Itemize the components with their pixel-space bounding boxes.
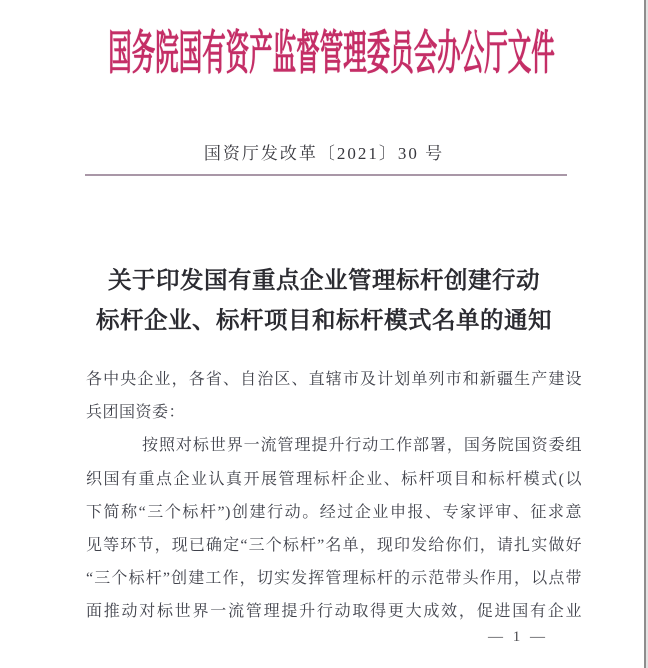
document-title <box>0 261 648 341</box>
body-line: “三个标杆”创建工作，切实发挥管理标杆的示范带头作用，以点带 <box>86 570 582 588</box>
document-title-line-1: 关于印发国有重点企业管理标杆创建行动 <box>108 268 540 294</box>
body-line: 见等环节，现已确定“三个标杆”名单，现印发给你们，请扎实做好 <box>86 536 582 554</box>
document-number: 国资厅发改革〔2021〕30 号 <box>203 144 445 163</box>
body-line: 兵团国资委： <box>86 404 186 422</box>
document-header <box>0 26 648 82</box>
body-line: 按照对标世界一流管理提升行动工作部署，国务院国资委组 <box>142 437 582 455</box>
body-line: 各中央企业，各省、自治区、直辖市及计划单列市和新疆生产建设 <box>86 371 582 388</box>
document-body <box>86 363 582 629</box>
page-number: — 1 — <box>488 629 548 645</box>
body-line: 织国有重点企业认真开展管理标杆企业、标杆项目和标杆模式(以 <box>86 470 582 488</box>
document-title-line-2: 标杆企业、标杆项目和标杆模式名单的通知 <box>96 308 552 334</box>
separator-line <box>85 174 567 176</box>
body-line: 面推动对标世界一流管理提升行动取得更大成效，促进国有企业 <box>86 603 582 621</box>
red-letterhead-title: 国务院国有资产监督管理委员会办公厅文件 <box>107 28 555 80</box>
body-line: 下简称“三个标杆”)创建行动。经过企业申报、专家评审、征求意 <box>86 503 582 521</box>
